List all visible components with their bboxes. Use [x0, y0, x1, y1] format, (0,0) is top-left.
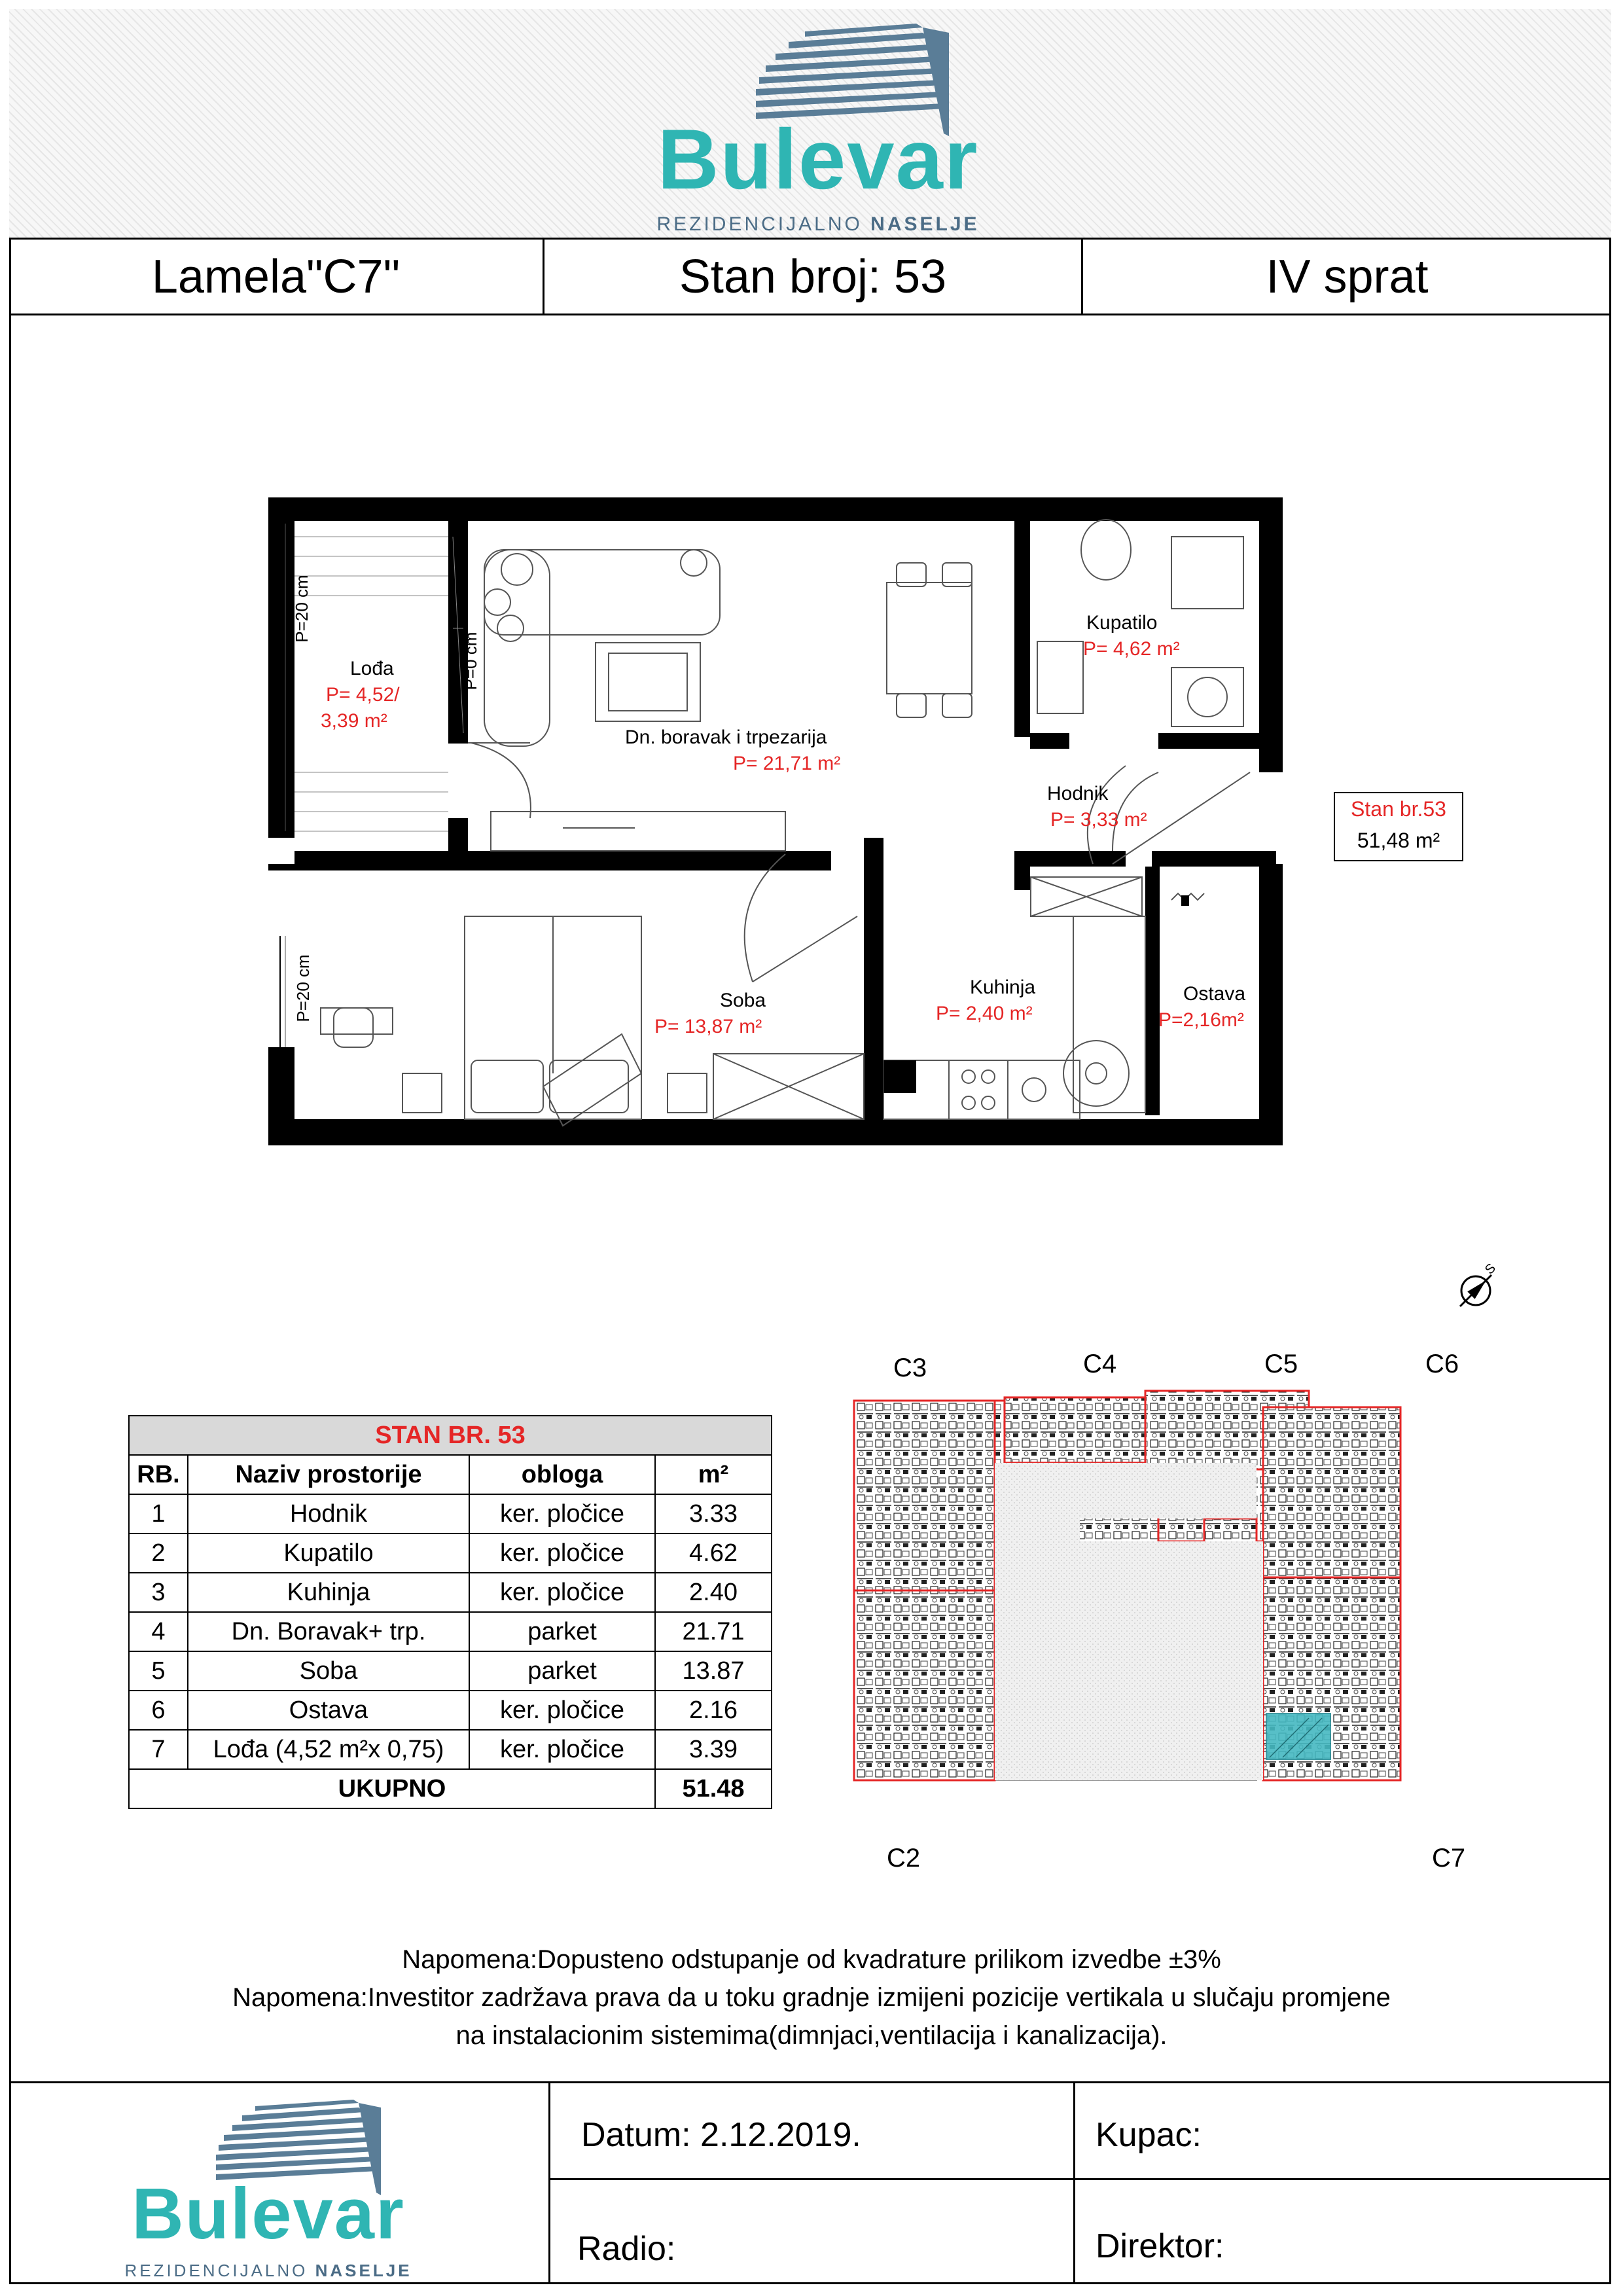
- apartment-area-box: [1334, 792, 1463, 861]
- table-cell: 2.16: [655, 1691, 772, 1730]
- sprat-label: IV sprat: [1266, 250, 1429, 303]
- table-cell: 1: [129, 1494, 188, 1534]
- table-cell: ker. pločice: [469, 1534, 655, 1573]
- table-cell: parket: [469, 1651, 655, 1691]
- room-kitchen-area: P= 2,40 m²: [936, 1003, 1033, 1024]
- apartment-total-area: 51,48 m²: [1357, 829, 1440, 852]
- table-header-finish: obloga: [469, 1455, 655, 1494]
- table-cell: 2: [129, 1534, 188, 1573]
- page-frame: [9, 9, 1611, 2284]
- room-living-name: Dn. boravak i trpezarija: [625, 726, 827, 748]
- table-title: STAN BR. 53: [129, 1416, 772, 1455]
- room-bedroom-name: Soba: [720, 990, 766, 1011]
- block-label-c5: C5: [1264, 1350, 1298, 1378]
- footer-date: Datum: 2.12.2019.: [581, 2116, 861, 2154]
- block-label-c2: C2: [887, 1844, 921, 1873]
- brand-name: Bulevar: [657, 111, 979, 207]
- table-cell: ker. pločice: [469, 1573, 655, 1612]
- table-row: [129, 1730, 772, 1769]
- table-header-name: Naziv prostorije: [188, 1455, 469, 1494]
- table-total-row: [129, 1769, 772, 1808]
- highlighted-apartment: [1266, 1713, 1330, 1759]
- room-storage-name: Ostava: [1183, 983, 1246, 1005]
- site-plan: [838, 1237, 1584, 1885]
- room-hallway-area: P= 3,33 m²: [1050, 809, 1147, 831]
- table-cell: 7: [129, 1730, 188, 1769]
- block-label-c7: C7: [1432, 1844, 1466, 1873]
- header-row: [9, 240, 1611, 315]
- table-cell: 3.33: [655, 1494, 772, 1534]
- room-loggia-area-net: 3,39 m²: [321, 710, 387, 732]
- table-cell: 4: [129, 1612, 188, 1651]
- note-tolerance: Napomena:Dopusteno odstupanje od kvadrature prilikom izvedbe ±3%: [402, 1945, 1221, 1974]
- dim-label-bedroom: P=20 cm: [293, 954, 313, 1022]
- lamela-label: Lamela"C7": [151, 250, 401, 303]
- brand-subtitle: REZIDENCIJALNO NASELJE: [656, 213, 980, 235]
- table-cell: 5: [129, 1651, 188, 1691]
- footer-made-by: Radio:: [577, 2230, 676, 2268]
- room-bathroom-area: P= 4,62 m²: [1083, 638, 1180, 660]
- dim-label-loggia: P=20 cm: [292, 575, 312, 643]
- table-cell: ker. pločice: [469, 1730, 655, 1769]
- room-living-area: P= 21,71 m²: [733, 753, 841, 774]
- dim-label-wall: P=0 cm: [461, 632, 480, 691]
- svg-text:S: S: [1482, 1261, 1499, 1278]
- table-cell: Dn. Boravak+ trp.: [188, 1612, 469, 1651]
- brand-logo-bottom: [118, 2094, 419, 2278]
- table-row: [129, 1691, 772, 1730]
- footer-buyer: Kupac:: [1096, 2116, 1202, 2154]
- table-cell: Ostava: [188, 1691, 469, 1730]
- table-header-area: m²: [655, 1455, 772, 1494]
- table-header-rb: RB.: [129, 1455, 188, 1494]
- table-total-value: 51.48: [655, 1769, 772, 1808]
- site-plan-drawing: [838, 1237, 1584, 1885]
- table-cell: Hodnik: [188, 1494, 469, 1534]
- room-hallway-name: Hodnik: [1047, 783, 1109, 804]
- footer-director: Direktor:: [1096, 2227, 1224, 2265]
- brand-logo-top: [641, 18, 995, 234]
- room-loggia-area: P= 4,52/: [326, 684, 400, 706]
- table-cell: 3.39: [655, 1730, 772, 1769]
- table-total-label: UKUPNO: [129, 1769, 655, 1808]
- table-row: [129, 1651, 772, 1691]
- room-bathroom-name: Kupatilo: [1086, 612, 1158, 634]
- table-cell: 3: [129, 1573, 188, 1612]
- brand-subtitle-footer: REZIDENCIJALNO NASELJE: [124, 2261, 412, 2280]
- table-cell: ker. pločice: [469, 1494, 655, 1534]
- room-loggia-name: Lođa: [350, 658, 394, 679]
- table-row: [129, 1573, 772, 1612]
- table-cell: 4.62: [655, 1534, 772, 1573]
- table-cell: Kupatilo: [188, 1534, 469, 1573]
- room-area-table: [128, 1415, 772, 1809]
- block-label-c6: C6: [1425, 1350, 1459, 1378]
- table-cell: Lođa (4,52 m²x 0,75): [188, 1730, 469, 1769]
- table-cell: ker. pločice: [469, 1691, 655, 1730]
- block-label-c4: C4: [1083, 1350, 1117, 1378]
- table-cell: parket: [469, 1612, 655, 1651]
- room-storage-area: P=2,16m²: [1158, 1009, 1244, 1031]
- table-row: [129, 1534, 772, 1573]
- stan-broj-label: Stan broj: 53: [679, 250, 947, 303]
- compass-icon: [1460, 1261, 1499, 1306]
- note-installations: na instalacionim sistemima(dimnjaci,ventilacija i kanalizacija).: [455, 2021, 1168, 2050]
- floor-plan: [268, 497, 1289, 1145]
- table-cell: 2.40: [655, 1573, 772, 1612]
- table-cell: 6: [129, 1691, 188, 1730]
- block-label-c3: C3: [893, 1354, 927, 1382]
- apartment-number-label: Stan br.53: [1351, 797, 1446, 821]
- table-row: [129, 1494, 772, 1534]
- note-investor: Napomena:Investitor zadržava prava da u toku gradnje izmijeni pozicije vertikala u slučaju promjene: [232, 1983, 1391, 2012]
- room-kitchen-name: Kuhinja: [970, 977, 1036, 998]
- table-cell: Soba: [188, 1651, 469, 1691]
- table-row: [129, 1612, 772, 1651]
- table-cell: 13.87: [655, 1651, 772, 1691]
- table-cell: 21.71: [655, 1612, 772, 1651]
- room-bedroom-area: P= 13,87 m²: [654, 1016, 762, 1037]
- table-cell: Kuhinja: [188, 1573, 469, 1612]
- brand-name-footer: Bulevar: [132, 2174, 405, 2254]
